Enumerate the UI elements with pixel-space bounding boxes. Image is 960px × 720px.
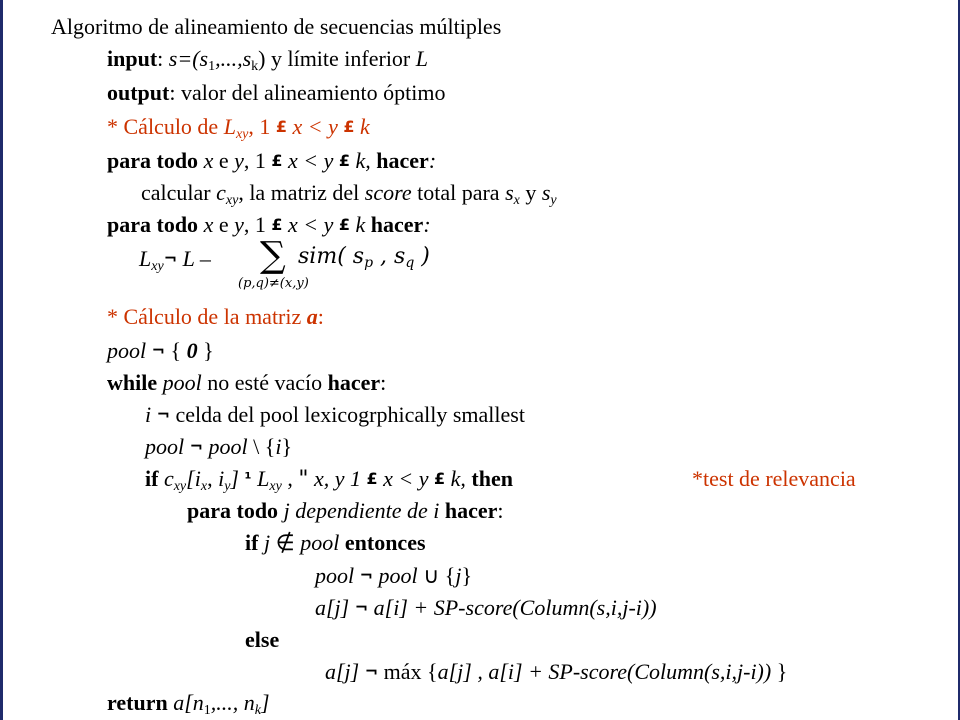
lxy-assign-line (139, 246, 211, 272)
loop3-colon: : (497, 498, 504, 523)
if-bracket-close: ] (230, 466, 239, 491)
loop1-hacer: hacer (370, 148, 429, 173)
input-var-L: L (415, 46, 429, 71)
input-text-2: ) y límite inferior (258, 46, 416, 71)
output-keyword: output (107, 80, 170, 105)
union-icon: ∪ (423, 564, 440, 589)
if-isub2: y (224, 479, 231, 494)
calc-text-2: , la matriz del (238, 180, 365, 205)
else-keyword: else (245, 627, 280, 652)
pool-union-line (315, 563, 472, 590)
assign-arrow-icon: ¬ (163, 249, 178, 268)
pool-init-brace: { (165, 338, 187, 363)
loop3-i: i (433, 498, 440, 523)
sec1-k: k (354, 114, 370, 139)
pool-init-close: } (197, 338, 214, 363)
input-keyword: input (107, 46, 158, 71)
assign1-lhs: a[j] (315, 595, 355, 620)
if-c: c (158, 466, 174, 491)
lassign-sub: xy (151, 259, 164, 274)
input-sub-1: 1 (208, 59, 216, 74)
summation-icon: ∑ (260, 235, 286, 276)
cell-i: i (145, 402, 157, 427)
sec1-comma: , 1 (248, 114, 276, 139)
sec1-mid: x < y (287, 114, 344, 139)
if-L: L (257, 466, 270, 491)
while-keyword: while (107, 370, 158, 395)
loop1-x: x (198, 148, 214, 173)
sec2-a: a (306, 304, 318, 329)
input-sub-k: k (251, 59, 259, 74)
loop2-e: e (213, 212, 235, 237)
loop1-e: e (213, 148, 235, 173)
formula-sim: sim( s (298, 244, 365, 269)
input-line (107, 46, 428, 72)
loop1-keyword: para todo (107, 148, 199, 173)
algorithm-title: Algoritmo de alineamiento de secuencias múltiples (51, 14, 502, 39)
formula-close: ) (414, 244, 430, 269)
loop3-j: j (278, 498, 290, 523)
sec1-prefix: * Cálculo de (107, 114, 224, 139)
if-bracket-open: [ (186, 466, 195, 491)
calc-s1: s (505, 180, 514, 205)
pool-init-zero: 0 (186, 338, 198, 363)
if-not-in-pool-line (245, 530, 426, 557)
if-keyword: if (145, 466, 159, 491)
input-var: s=(s (168, 46, 209, 71)
if-i1: i (194, 466, 201, 491)
loop1-k: k, (350, 148, 371, 173)
loop2-hacer: hacer (370, 212, 424, 237)
leq-symbol-icon: £ (275, 117, 288, 136)
assign-arrow-icon: ¬ (151, 341, 166, 360)
while-pool: pool (157, 370, 202, 395)
not-in-icon: ∉ (275, 531, 295, 556)
formula-q: q (405, 255, 415, 271)
formula-lower-index: (p,q)≠(x,y) (238, 276, 309, 291)
return-sub-1: 1 (203, 703, 211, 718)
calc-line (141, 180, 557, 206)
return-line (107, 690, 270, 716)
assign-arrow-icon: ¬ (354, 598, 369, 617)
assign-arrow-icon: ¬ (359, 566, 374, 585)
assign-arrow-icon: ¬ (156, 405, 171, 424)
output-line (107, 80, 446, 106)
return-sub-k: k (254, 703, 261, 718)
calc-sub: xy (225, 193, 239, 208)
loop-line-1 (107, 148, 436, 174)
loop2-mid: x < y (282, 212, 339, 237)
while-text: no esté vacío (201, 370, 328, 395)
assign1-rhs: a[i] + SP-score(Column(s,i,j-i)) (368, 595, 657, 620)
loop2-one: , 1 (243, 212, 272, 237)
cell-text: celda del pool lexicogrphically smallest (170, 402, 525, 427)
pool-union-pool2: pool (373, 563, 424, 588)
assign-arrow-icon: ¬ (364, 662, 379, 681)
while-line (107, 370, 386, 396)
leq-symbol-icon: £ (433, 469, 446, 488)
calc-text: calcular (141, 180, 217, 205)
while-colon: : (380, 370, 387, 395)
forall-icon: " (298, 467, 309, 492)
if-mid: x < y (377, 466, 434, 491)
section-lxy-heading (107, 114, 370, 140)
return-close: ] (260, 690, 270, 715)
relevance-comment: *test de relevancia (692, 466, 856, 491)
assign2-close: } (771, 659, 788, 684)
pool-minus-i: i (275, 434, 282, 459)
loop2-x: x (198, 212, 214, 237)
lassign-rest: L – (177, 246, 211, 271)
formula-s: , s (373, 244, 406, 269)
loop2-k: k (350, 212, 371, 237)
left-edge-bar (0, 0, 3, 720)
pool-union-pool: pool (315, 563, 360, 588)
loop2-keyword: para todo (107, 212, 199, 237)
sum-formula (238, 234, 428, 294)
loop1-mid: x < y (282, 148, 339, 173)
if-relevance-line (145, 466, 513, 493)
input-text: : (157, 46, 169, 71)
if-csub: xy (173, 479, 187, 494)
loop2-y: y (234, 212, 244, 237)
input-var-mid: ,...,s (215, 46, 252, 71)
formula-body (298, 244, 430, 270)
leq-symbol-icon: £ (343, 117, 355, 136)
loop3-text: dependiente de (289, 498, 434, 523)
assign-arrow-icon: ¬ (189, 437, 204, 456)
entonces-keyword: entonces (339, 530, 426, 555)
pool-minus-set: \ { (247, 434, 276, 459)
return-mid: ,..., n (210, 690, 255, 715)
dependent-loop-line (187, 498, 504, 524)
return-a: a[n (167, 690, 204, 715)
leq-symbol-icon: £ (338, 215, 351, 234)
pool-remove-line (145, 434, 292, 460)
loop2-colon: : (423, 212, 431, 237)
pool-union-close: } (461, 563, 473, 588)
formula-p: p (364, 255, 374, 271)
leq-symbol-icon: £ (366, 469, 378, 488)
calc-text-4: y (519, 180, 542, 205)
loop1-colon: : (428, 148, 437, 173)
ifnot-j: j (258, 530, 276, 555)
sec2-prefix: * Cálculo de la matriz (107, 304, 307, 329)
sec2-colon: : (317, 304, 324, 329)
pool-minus-pool: pool (145, 434, 190, 459)
if-i2: i (218, 466, 225, 491)
sec1-sub: xy (235, 127, 249, 142)
loop1-y: y (234, 148, 244, 173)
if-sep: , (281, 466, 299, 491)
leq-symbol-icon: £ (271, 151, 283, 170)
sec1-L: L (223, 114, 236, 139)
ifnot-pool: pool (294, 530, 340, 555)
calc-c: c (216, 180, 226, 205)
pool-minus-pool2: pool (203, 434, 248, 459)
calc-s2: s (541, 180, 551, 205)
assign-a-line (315, 595, 657, 621)
then-keyword: then (471, 466, 513, 491)
pool-init-pool: pool (107, 338, 147, 363)
calc-text-3: total para (411, 180, 506, 205)
if-comma: , (207, 466, 219, 491)
while-hacer: hacer (327, 370, 381, 395)
not-equal-icon: ¹ (238, 469, 258, 488)
loop1-one: , 1 (243, 148, 272, 173)
pool-union-set: { (439, 563, 456, 588)
ifnot-keyword: if (245, 530, 259, 555)
leq-symbol-icon: £ (338, 151, 351, 170)
loop3-keyword: para todo (187, 498, 279, 523)
assign2-lhs: a[j] (325, 659, 365, 684)
assign2-rhs: a[j] , a[i] + SP-score(Column(s,i,j-i)) (437, 659, 772, 684)
assign2-max: máx { (378, 659, 438, 684)
pool-union-j: j (455, 563, 462, 588)
if-Lsub: xy (269, 479, 282, 494)
lassign-L: L (139, 246, 152, 271)
loop3-hacer: hacer (439, 498, 498, 523)
else-line (245, 627, 279, 653)
cell-line (145, 402, 525, 428)
pool-init-line (107, 338, 214, 364)
calc-sy: y (550, 193, 557, 208)
return-keyword: return (107, 690, 168, 715)
section-matrix-heading (107, 304, 324, 330)
pool-minus-close: } (281, 434, 293, 459)
if-k: k, (445, 466, 472, 491)
leq-symbol-icon: £ (271, 215, 283, 234)
if-isub1: x (200, 479, 208, 494)
output-text: : valor del alineamiento óptimo (169, 80, 446, 105)
if-xy: x, y 1 (308, 466, 367, 491)
calc-sx: x (513, 193, 520, 208)
calc-score: score (364, 180, 412, 205)
assign-max-line (325, 659, 787, 685)
